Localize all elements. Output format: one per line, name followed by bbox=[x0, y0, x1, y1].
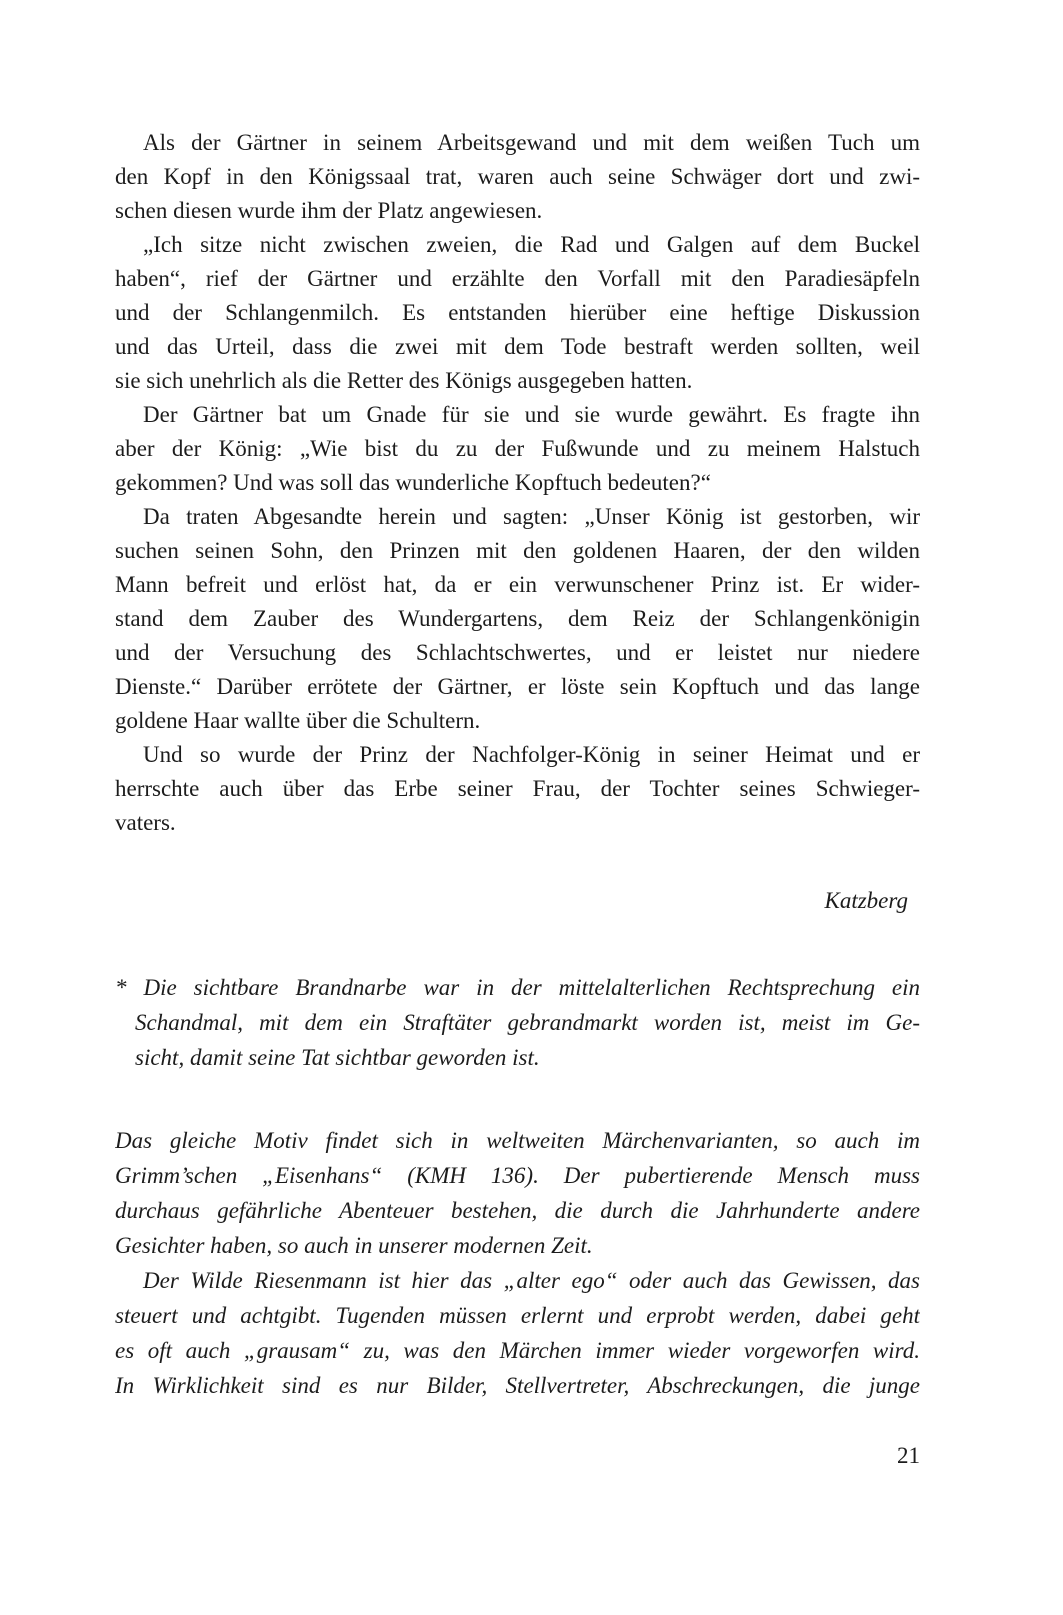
text-line: Der Wilde Riesenmann ist hier das „alter ego“ oder auch das Gewissen, das bbox=[143, 1268, 920, 1293]
text-line: Der Gärtner bat um Gnade für sie und sie wurde gewährt. Es fragte ihn bbox=[143, 402, 920, 427]
paragraph bbox=[115, 228, 920, 398]
text-line: stand dem Zauber des Wundergartens, dem Reiz der Schlangenkönigin bbox=[115, 606, 920, 631]
commentary bbox=[115, 1123, 920, 1403]
text-line: durchaus gefährliche Abenteuer bestehen, die durch die Jahrhunderte andere bbox=[115, 1198, 920, 1223]
text-line: Grimm’schen „Eisenhans“ (KMH 136). Der pubertierende Mensch muss bbox=[115, 1163, 920, 1188]
text-line: sie sich unehrlich als die Retter des Königs ausgegeben hatten. bbox=[115, 368, 693, 393]
text-line: den Kopf in den Königssaal trat, waren auch seine Schwäger dort und zwi- bbox=[115, 164, 920, 189]
paragraph bbox=[115, 970, 920, 1075]
text-line: Dienste.“ Darüber errötete der Gärtner, er löste sein Kopftuch und das lange bbox=[115, 674, 920, 699]
text-line: haben“, rief der Gärtner und erzählte den Vorfall mit den Paradiesäpfeln bbox=[115, 266, 920, 291]
paragraph bbox=[115, 1263, 920, 1403]
text-line: aber der König: „Wie bist du zu der Fußwunde und zu meinem Halstuch bbox=[115, 436, 920, 461]
paragraph bbox=[115, 738, 920, 840]
text-line: In Wirklichkeit sind es nur Bilder, Stellvertreter, Abschreckungen, die junge bbox=[115, 1373, 920, 1398]
paragraph bbox=[115, 126, 920, 228]
paragraph bbox=[115, 398, 920, 500]
text-line: schen diesen wurde ihm der Platz angewiesen. bbox=[115, 198, 543, 223]
footnote bbox=[115, 970, 920, 1075]
page-number: 21 bbox=[897, 1443, 920, 1468]
text-line: Als der Gärtner in seinem Arbeitsgewand und mit dem weißen Tuch um bbox=[143, 130, 920, 155]
text-line: steuert und achtgibt. Tugenden müssen erlernt und erprobt werden, dabei geht bbox=[115, 1303, 920, 1328]
signature: Katzberg bbox=[824, 888, 908, 913]
text-line: und das Urteil, dass die zwei mit dem Tode bestraft werden sollten, weil bbox=[115, 334, 920, 359]
paragraph bbox=[115, 1123, 920, 1263]
text-line: Schandmal, mit dem ein Straftäter gebrandmarkt worden ist, meist im Ge- bbox=[135, 1010, 920, 1035]
paragraph bbox=[115, 500, 920, 738]
text-line: Und so wurde der Prinz der Nachfolger-König in seiner Heimat und er bbox=[143, 742, 920, 767]
text-line: herrschte auch über das Erbe seiner Frau, der Tochter seines Schwieger- bbox=[115, 776, 920, 801]
text-line: „Ich sitze nicht zwischen zweien, die Rad und Galgen auf dem Buckel bbox=[143, 232, 920, 257]
text-line: goldene Haar wallte über die Schultern. bbox=[115, 708, 481, 733]
text-line: * Die sichtbare Brandnarbe war in der mittelalterlichen Rechtsprechung ein bbox=[115, 975, 920, 1000]
text-line: Das gleiche Motiv findet sich in weltweiten Märchenvarianten, so auch im bbox=[115, 1128, 920, 1153]
text-line: es oft auch „grausam“ zu, was den Märchen immer wieder vorgeworfen wird. bbox=[115, 1338, 920, 1363]
text-line: Mann befreit und erlöst hat, da er ein verwunschener Prinz ist. Er wider- bbox=[115, 572, 920, 597]
text-block bbox=[115, 126, 920, 1403]
text-line: Da traten Abgesandte herein und sagten: „Unser König ist gestorben, wir bbox=[143, 504, 920, 529]
text-line: gekommen? Und was soll das wunderliche Kopftuch bedeuten?“ bbox=[115, 470, 711, 495]
text-line: und der Schlangenmilch. Es entstanden hierüber eine heftige Diskussion bbox=[115, 300, 920, 325]
text-line: sicht, damit seine Tat sichtbar geworden ist. bbox=[135, 1045, 540, 1070]
story-text bbox=[115, 126, 920, 840]
text-line: suchen seinen Sohn, den Prinzen mit den goldenen Haaren, der den wilden bbox=[115, 538, 920, 563]
text-line: und der Versuchung des Schlachtschwertes, und er leistet nur niedere bbox=[115, 640, 920, 665]
text-line: Gesichter haben, so auch in unserer modernen Zeit. bbox=[115, 1233, 593, 1258]
text-line: vaters. bbox=[115, 810, 176, 835]
